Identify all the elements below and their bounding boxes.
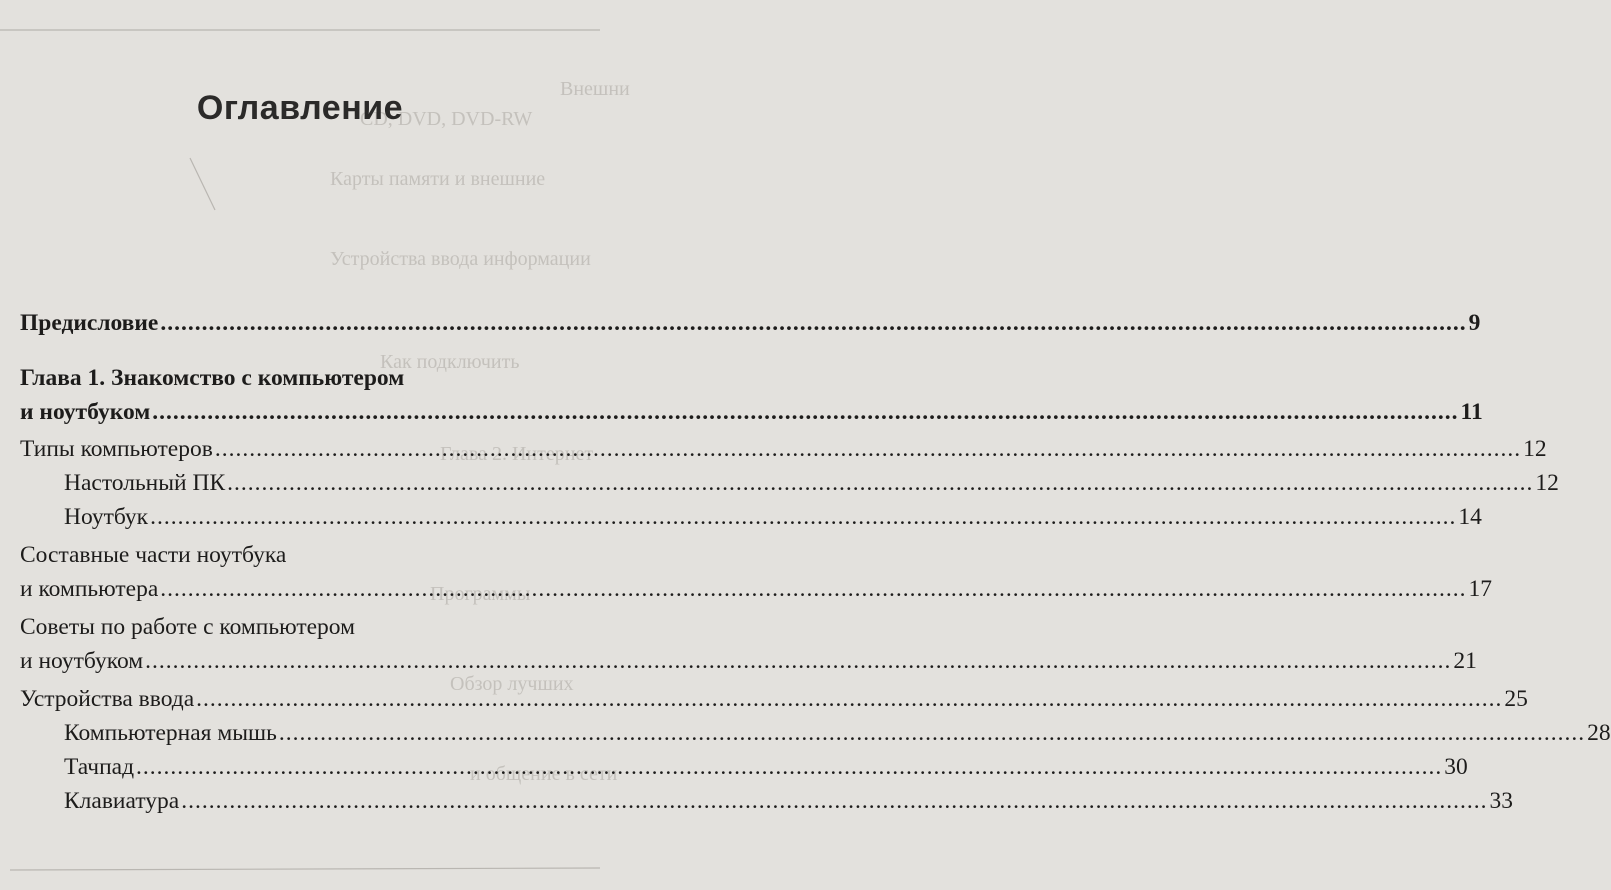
dot-leader xyxy=(160,306,1466,340)
dot-leader xyxy=(145,644,1451,678)
toc-entry-label: и компьютера xyxy=(20,576,159,602)
toc-entry-desktop-pc[interactable] xyxy=(20,466,1559,500)
svg-text:Глава 2. Интернет: Глава 2. Интернет xyxy=(440,443,594,465)
toc-entry-laptop[interactable] xyxy=(20,500,1482,534)
toc-page-number: 25 xyxy=(1504,686,1528,712)
dot-leader xyxy=(160,572,1466,606)
table-of-contents xyxy=(20,306,1611,814)
toc-page-number: 30 xyxy=(1444,754,1468,780)
svg-text:Устройства ввода информации: Устройства ввода информации xyxy=(330,248,591,270)
toc-page-number: 12 xyxy=(1535,470,1559,496)
dot-leader xyxy=(150,500,1456,534)
toc-entry-label: Настольный ПК xyxy=(64,470,226,496)
toc-entry-label: Клавиатура xyxy=(64,788,180,814)
toc-entry-touchpad[interactable] xyxy=(20,750,1468,784)
toc-entry-preface[interactable] xyxy=(20,306,1481,340)
toc-entry-components[interactable] xyxy=(20,538,1493,606)
dot-leader xyxy=(181,784,1487,818)
toc-entry-label: Ноутбук xyxy=(64,504,149,530)
svg-text:Как подключить: Как подключить xyxy=(380,351,520,373)
page-title: Оглавление xyxy=(196,88,404,127)
toc-entry-label: Компьютерная мышь xyxy=(64,720,277,746)
toc-entry-label: Устройства ввода xyxy=(20,686,195,712)
toc-entry-computer-types[interactable] xyxy=(20,432,1547,466)
dot-leader xyxy=(215,432,1521,466)
toc-entry-chapter-1[interactable] xyxy=(20,361,1483,429)
toc-entry-label: Типы компьютеров xyxy=(20,436,213,462)
toc-page-number: 21 xyxy=(1453,648,1477,674)
toc-page-number: 17 xyxy=(1468,576,1493,602)
toc-entry-tips[interactable] xyxy=(20,610,1477,678)
toc-entry-label-line1: Составные части ноутбука xyxy=(20,542,287,568)
toc-entry-input-devices[interactable] xyxy=(20,682,1528,716)
toc-entry-keyboard[interactable] xyxy=(20,784,1513,818)
toc-entry-label: Предисловие xyxy=(20,310,159,336)
dot-leader xyxy=(196,682,1502,716)
toc-page-number: 9 xyxy=(1468,310,1481,336)
svg-text:CD, DVD, DVD-RW: CD, DVD, DVD-RW xyxy=(360,108,533,130)
toc-entry-label: и ноутбуком xyxy=(20,399,151,425)
dot-leader xyxy=(136,750,1442,784)
toc-page-number: 33 xyxy=(1489,788,1513,814)
svg-text:Программы: Программы xyxy=(430,583,531,605)
toc-entry-label-line1: Советы по работе с компьютером xyxy=(20,614,355,640)
toc-entry-label: и ноутбуком xyxy=(20,648,144,674)
svg-text:и общение в сети: и общение в сети xyxy=(470,763,618,785)
svg-text:Внешни: Внешни xyxy=(560,78,630,100)
toc-page-number: 14 xyxy=(1458,504,1482,530)
dot-leader xyxy=(152,395,1458,429)
dot-leader xyxy=(227,466,1533,500)
toc-page-number: 28 xyxy=(1587,720,1611,746)
toc-page-number: 11 xyxy=(1460,399,1483,425)
dot-leader xyxy=(279,716,1585,750)
toc-page-number: 12 xyxy=(1523,436,1547,462)
toc-entry-label: Тачпад xyxy=(64,754,135,780)
toc-entry-label-line1: Глава 1. Знакомство с компьютером xyxy=(20,365,405,391)
svg-text:Обзор лучших: Обзор лучших xyxy=(450,673,574,695)
toc-entry-mouse[interactable] xyxy=(20,716,1611,750)
svg-text:Карты памяти и внешние: Карты памяти и внешние xyxy=(330,168,546,190)
